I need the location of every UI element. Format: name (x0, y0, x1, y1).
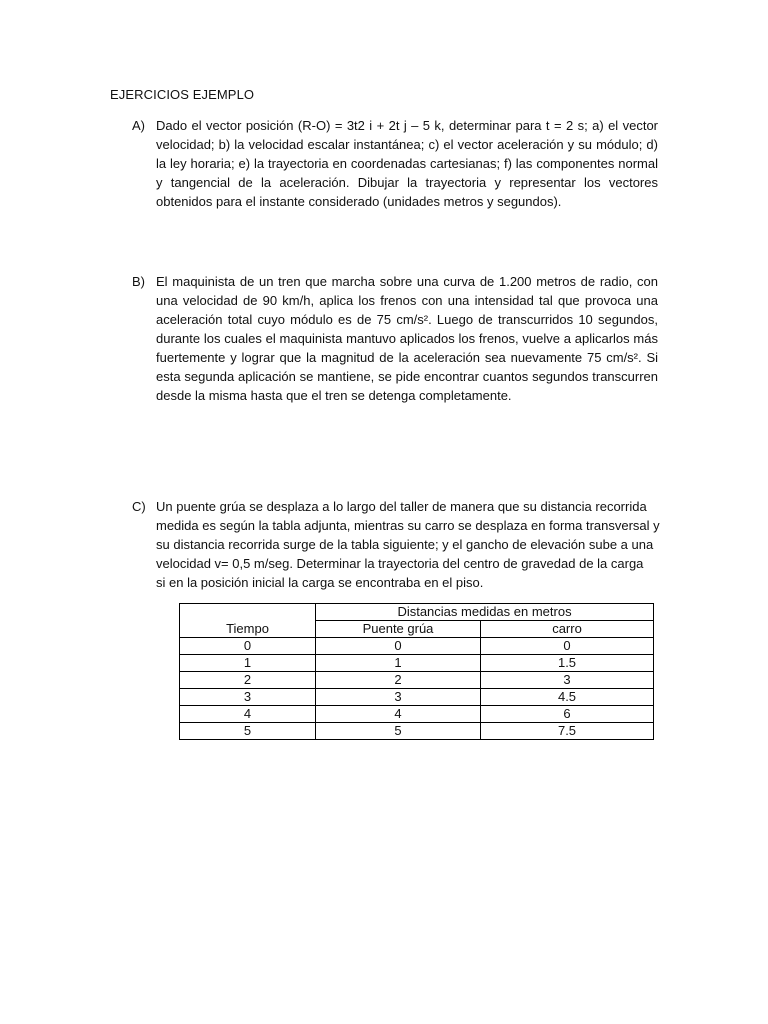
text-line: obtenidos para el instante considerado (unidades metros y segundos). (156, 194, 562, 209)
text-line: desde la misma hasta que el tren se detenga completamente. (156, 388, 512, 403)
text-line: El maquinista de un tren que marcha sobre una curva de 1.200 metros de radio, con (156, 274, 658, 289)
text-line: velocidad; b) la velocidad escalar instantánea; c) el vector aceleración y su módulo; d) (156, 137, 658, 152)
cell-tiempo: 3 (180, 689, 316, 706)
exercise-text (156, 116, 658, 211)
cell-puente-grua: 1 (316, 655, 481, 672)
cell-puente-grua: 4 (316, 706, 481, 723)
text-line: aceleración total cuyo módulo es de 75 cm/s². Luego de transcurridos 10 segundos, (156, 312, 658, 327)
cell-puente-grua: 3 (316, 689, 481, 706)
text-line: medida es según la tabla adjunta, mientras su carro se desplaza en forma transversal y (156, 518, 660, 533)
text-line: velocidad v= 0,5 m/seg. Determinar la trayectoria del centro de gravedad de la carga (156, 556, 644, 571)
cell-tiempo: 4 (180, 706, 316, 723)
exercise-text (156, 497, 658, 592)
header-puente-grua: Puente grúa (316, 621, 481, 638)
cell-tiempo: 1 (180, 655, 316, 672)
table-row (180, 638, 654, 655)
cell-puente-grua: 0 (316, 638, 481, 655)
cell-carro: 6 (481, 706, 654, 723)
text-line: una velocidad de 90 km/h, aplica los frenos con una intensidad tal que provoca una (156, 293, 658, 308)
cell-carro: 1.5 (481, 655, 654, 672)
header-tiempo: Tiempo (180, 604, 316, 638)
cell-puente-grua: 2 (316, 672, 481, 689)
cell-carro: 3 (481, 672, 654, 689)
text-line: si en la posición inicial la carga se encontraba en el piso. (156, 575, 484, 590)
cell-carro: 0 (481, 638, 654, 655)
header-carro: carro (481, 621, 654, 638)
exercise-label: B) (132, 274, 145, 289)
table-row (180, 723, 654, 740)
distances-table (179, 603, 654, 740)
cell-tiempo: 0 (180, 638, 316, 655)
cell-tiempo: 2 (180, 672, 316, 689)
header-group-distances: Distancias medidas en metros (316, 604, 654, 621)
table-row (180, 689, 654, 706)
cell-tiempo: 5 (180, 723, 316, 740)
cell-puente-grua: 5 (316, 723, 481, 740)
cell-carro: 7.5 (481, 723, 654, 740)
document-title: EJERCICIOS EJEMPLO (110, 87, 255, 102)
text-line: su distancia recorrida surge de la tabla siguiente; y el gancho de elevación sube a una (156, 537, 654, 552)
table-header-row (180, 604, 654, 621)
text-line: la ley horaria; e) la trayectoria en coordenadas cartesianas; f) las componentes normal (156, 156, 658, 171)
text-line: Un puente grúa se desplaza a lo largo del taller de manera que su distancia recorrida (156, 499, 647, 514)
cell-carro: 4.5 (481, 689, 654, 706)
table-row (180, 706, 654, 723)
text-line: esta segunda aplicación se mantiene, se pide encontrar cuantos segundos transcurren (156, 369, 658, 384)
text-line: durante los cuales el maquinista mantuvo aplicados los frenos, vuelve a aplicarlos más (156, 331, 658, 346)
exercise-label: C) (132, 499, 146, 514)
text-line: y tangencial de la aceleración. Dibujar la trayectoria y representar los vectores (156, 175, 658, 190)
table-row (180, 655, 654, 672)
text-line: fuertemente y lograr que la magnitud de la aceleración sea nuevamente 75 cm/s². Si (156, 350, 658, 365)
table-body (180, 638, 654, 740)
exercise-label: A) (132, 118, 145, 133)
exercise-text (156, 272, 658, 405)
table-row (180, 672, 654, 689)
text-line: Dado el vector posición (R-O) = 3t2 i + 2t j – 5 k, determinar para t = 2 s; a) el vector (156, 118, 658, 133)
